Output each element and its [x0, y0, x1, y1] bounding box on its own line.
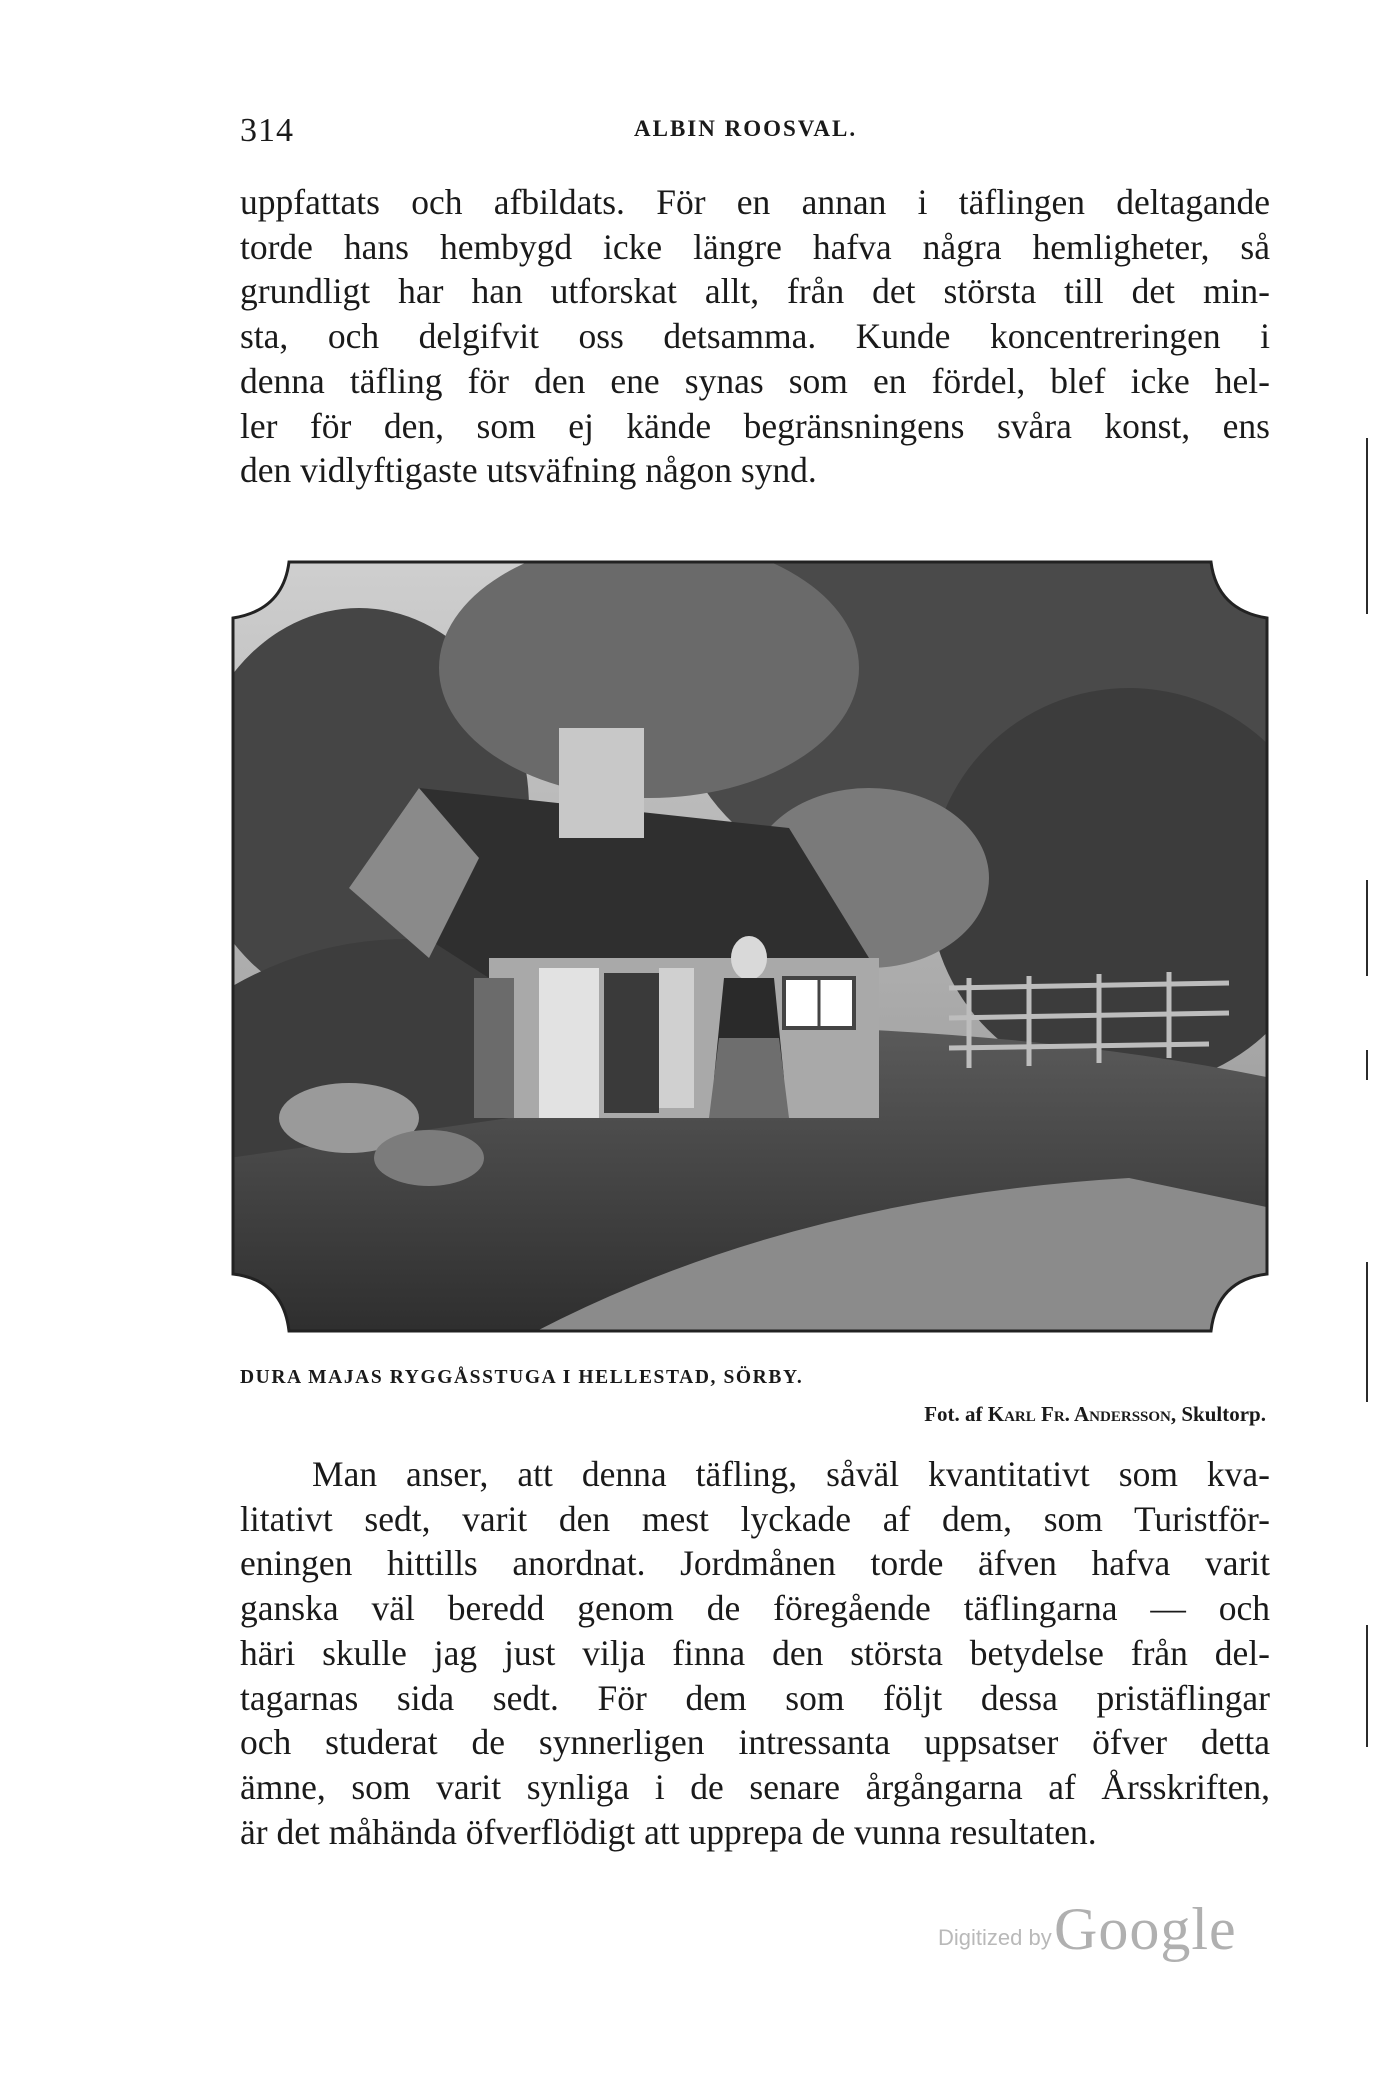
text-line: denna täfling för den ene synas som en fördel, blef icke hel-: [240, 360, 1270, 401]
text-line: och studerat de synnerligen intressanta uppsatser öfver detta: [240, 1722, 1270, 1763]
text-line: ämne, som varit synliga i de senare årgångarna af Årsskriften,: [240, 1766, 1270, 1807]
scan-margin-mark: [1366, 1625, 1368, 1747]
text-line: torde hans hembygd icke längre hafva några hemligheter, så: [240, 226, 1270, 267]
credit-photographer: Karl Fr. Andersson,: [987, 1402, 1177, 1426]
paragraph-2: [240, 1452, 1270, 1854]
text-line: häri skulle jag just vilja finna den största betydelse från del-: [240, 1632, 1270, 1673]
text-line: ganska väl beredd genom de föregående täflingarna — och: [240, 1588, 1270, 1629]
text-line: tagarnas sida sedt. För dem som följt dessa pristäflingar: [240, 1677, 1270, 1718]
photo-plate: [229, 558, 1271, 1335]
text-line: Man anser, att denna täfling, såväl kvantitativt som kva-: [312, 1454, 1270, 1494]
text-line: grundligt har han utforskat allt, från det största till det min-: [240, 271, 1270, 312]
text-line: eningen hittills anordnat. Jordmånen torde äfven hafva varit: [240, 1543, 1270, 1584]
text-line: är det måhända öfverflödigt att upprepa de vunna resultaten.: [240, 1811, 1097, 1852]
figure-caption: DURA MAJAS RYGGÅSSTUGA I HELLESTAD, SÖRBY.: [240, 1367, 804, 1388]
scan-margin-mark: [1366, 438, 1368, 614]
text-line: ler för den, som ej kände begränsningens svåra konst, ens: [240, 405, 1270, 446]
text-line: sta, och delgifvit oss detsamma. Kunde koncentreringen i: [240, 316, 1270, 357]
credit-prefix: Fot. af: [924, 1402, 983, 1426]
scan-margin-mark: [1366, 880, 1368, 976]
scan-margin-mark: [1366, 1050, 1368, 1080]
credit-place: Skultorp.: [1181, 1402, 1266, 1426]
cottage-photograph: [229, 558, 1271, 1335]
running-title: ALBIN ROOSVAL.: [634, 116, 858, 141]
digitized-by-label: Digitized by: [938, 1925, 1052, 1950]
scan-margin-mark: [1366, 1262, 1368, 1402]
paragraph-1: [240, 180, 1270, 493]
text-line: uppfattats och afbildats. För en annan i täflingen deltagande: [240, 182, 1270, 222]
text-line: litativt sedt, varit den mest lyckade af dem, som Turistför-: [240, 1498, 1270, 1539]
text-line: den vidlyftigaste utsväfning någon synd.: [240, 450, 817, 491]
page-number: 314: [240, 112, 294, 149]
photo-credit: [924, 1402, 1266, 1427]
google-logo: Google: [1054, 1896, 1237, 1962]
